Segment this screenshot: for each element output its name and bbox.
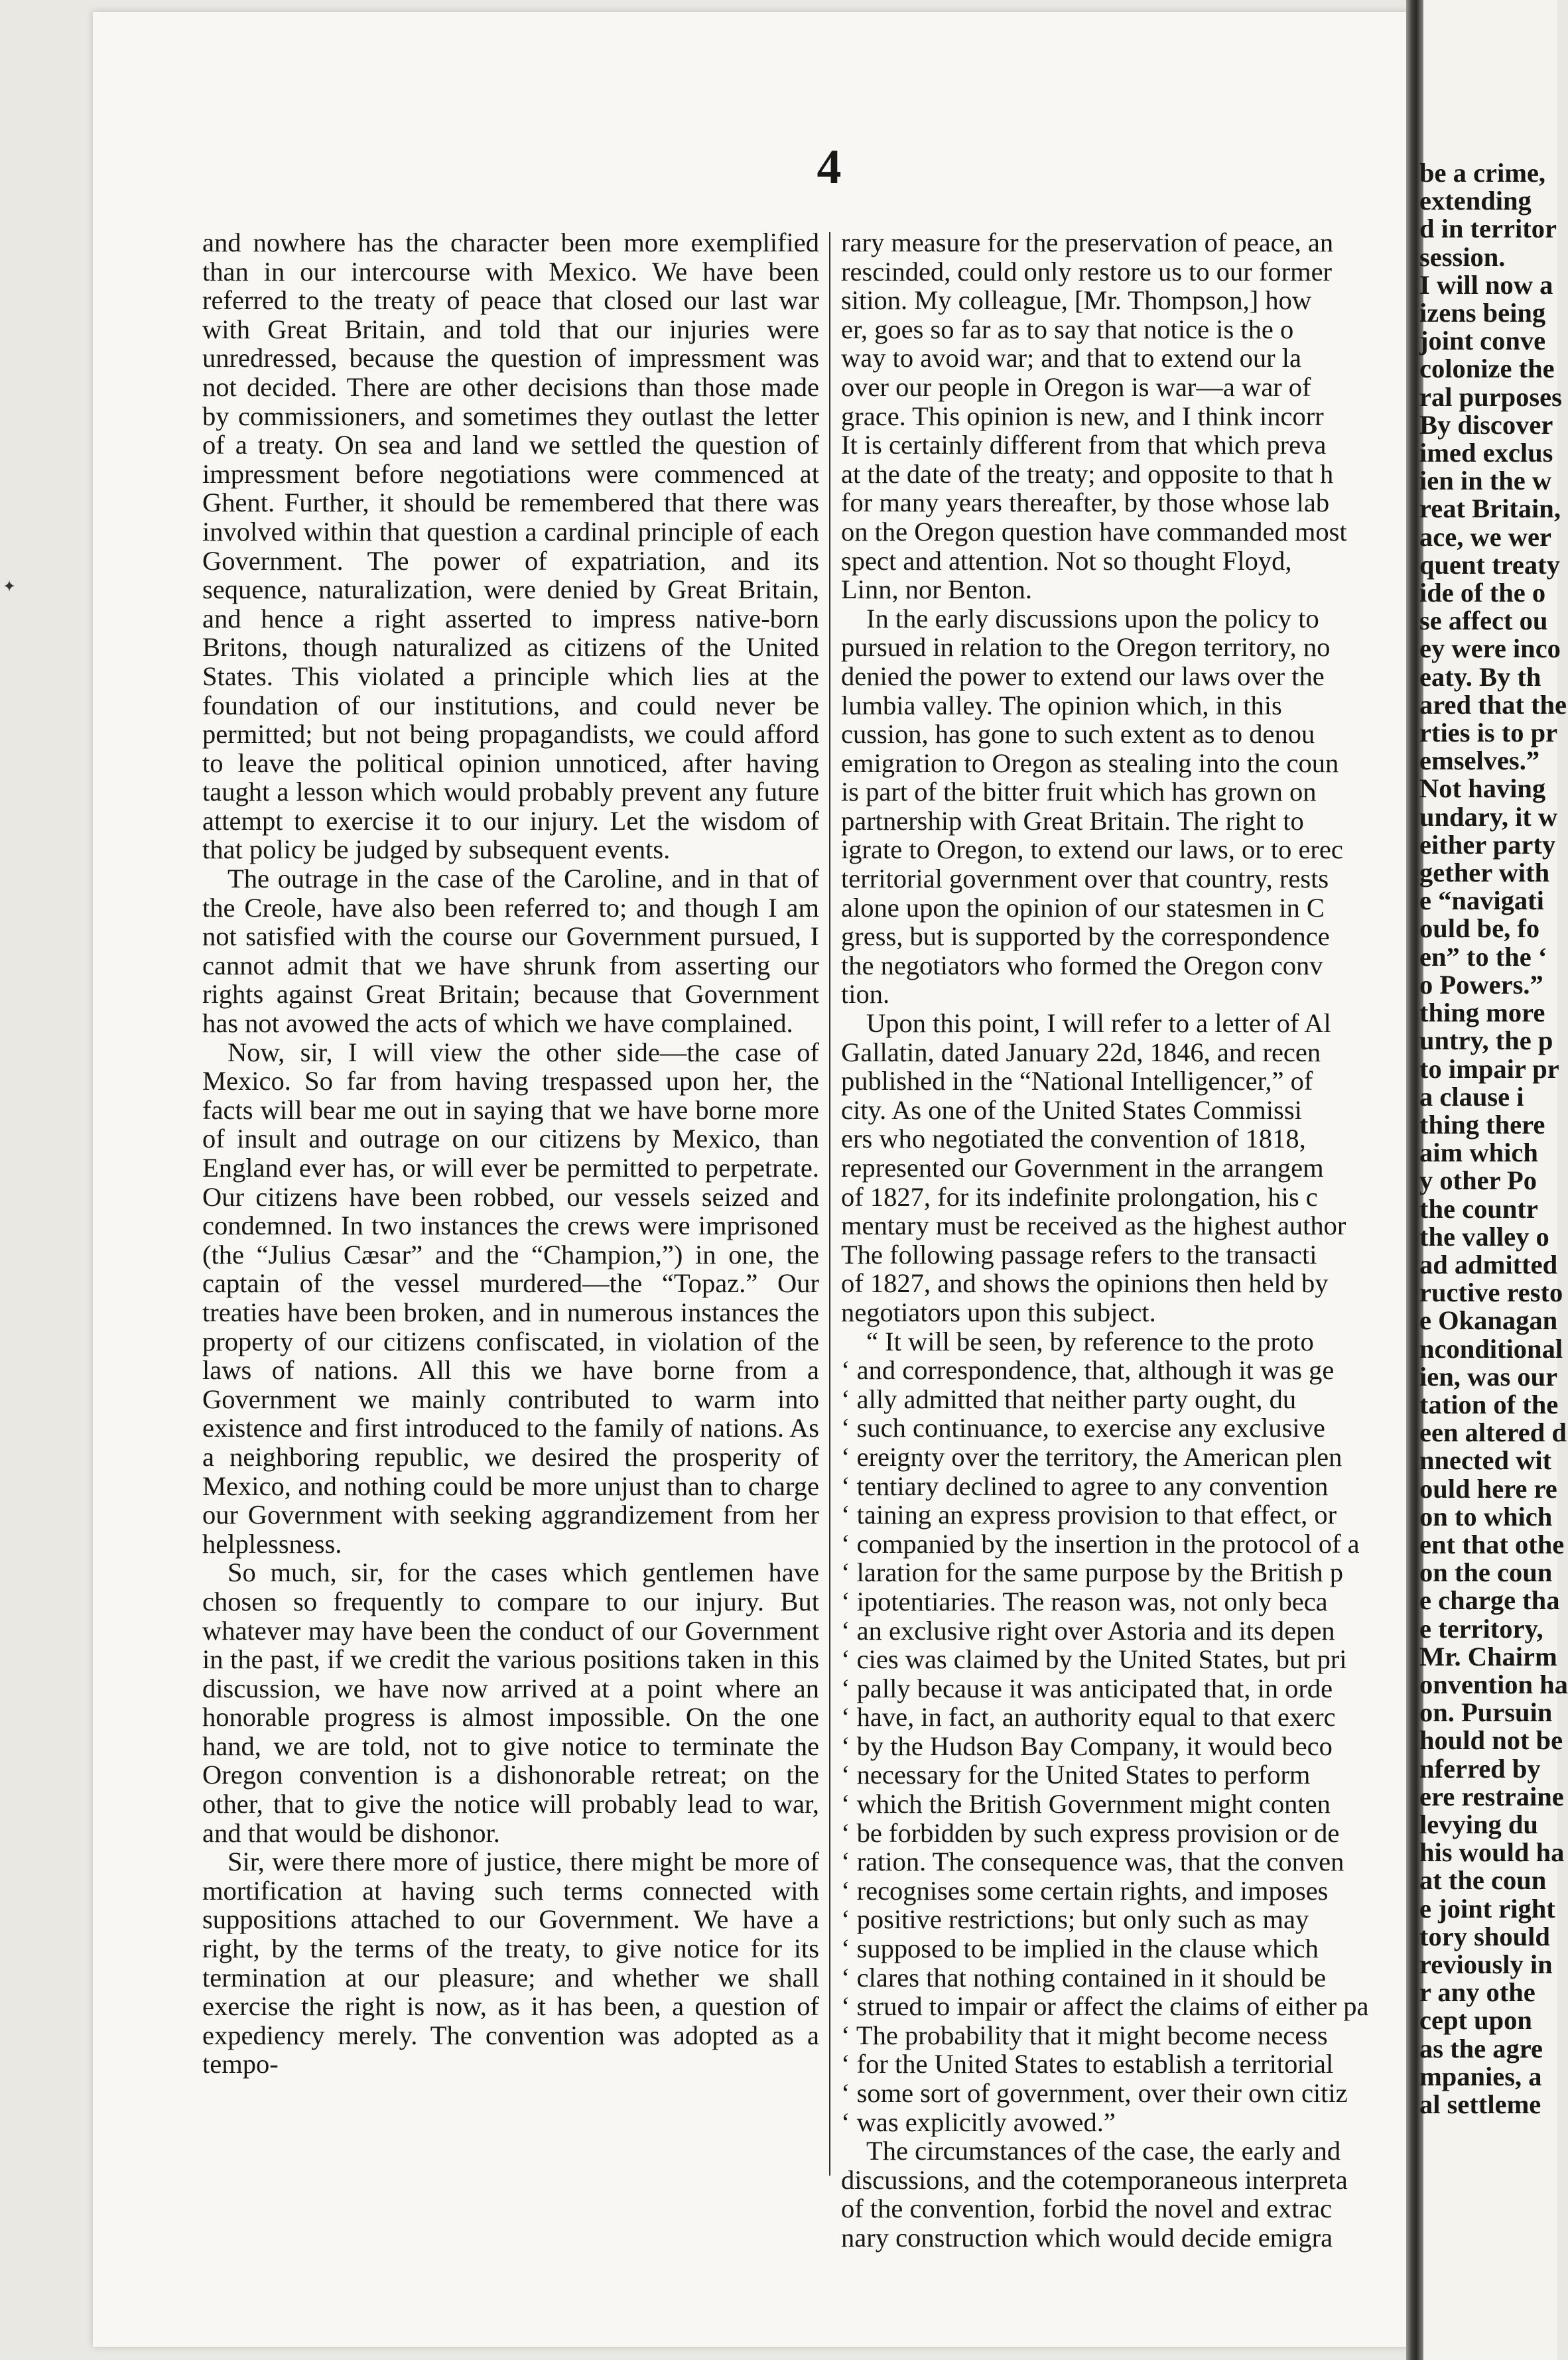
text-line: ‘ positive restrictions; but only such as may	[841, 1904, 1309, 1935]
text-line: alone upon the opinion of our statesmen in C	[841, 892, 1325, 923]
text-line: partnership with Great Britain. The right to	[841, 805, 1304, 836]
text-line: It is certainly different from that which preva	[841, 430, 1327, 460]
fragment-line: e joint right	[1419, 1893, 1555, 1924]
fragment-line: thing there	[1419, 1109, 1545, 1140]
text-line: way to avoid war; and that to extend our la	[841, 343, 1301, 373]
text-line: ‘ for the United States to establish a territorial	[841, 2049, 1334, 2079]
column-rule	[829, 232, 830, 2176]
text-line: ‘ such continuance, to exercise any exclusive	[841, 1413, 1325, 1443]
fragment-line: undary, it w	[1419, 801, 1558, 832]
text-line: discussions, and the cotemporaneous interpreta	[841, 2164, 1348, 2195]
fragment-line: ould be, fo	[1419, 913, 1540, 944]
text-line: spect and attention. Not so thought Floyd,	[841, 545, 1292, 576]
fragment-line: thing more	[1419, 998, 1545, 1028]
fragment-line: mpanies, a	[1419, 2061, 1542, 2091]
text-line: on the Oregon question have commanded most	[841, 516, 1347, 547]
text-line: The circumstances of the case, the early and	[866, 2136, 1341, 2166]
text-line: ‘ by the Hudson Bay Company, it would beco	[841, 1731, 1333, 1761]
text-line: ‘ companied by the insertion in the protocol of a	[841, 1528, 1360, 1559]
fragment-line: ent that othe	[1419, 1529, 1565, 1559]
fragment-line: ide of the o	[1419, 578, 1546, 608]
text-line: rary measure for the preservation of peace, an	[841, 228, 1334, 257]
text-line: tion.	[841, 979, 890, 1010]
fragment-line: Mr. Chairm	[1419, 1641, 1557, 1672]
fragment-line: e “navigati	[1419, 885, 1544, 916]
text-line: cussion, has gone to such extent as to denou	[841, 719, 1315, 750]
text-line: ‘ pally because it was anticipated that, in orde	[841, 1673, 1333, 1703]
text-line: ‘ clares that nothing contained in it should be	[841, 1962, 1327, 1993]
page-number: 4	[817, 140, 842, 194]
text-line: gress, but is supported by the correspondence	[841, 921, 1330, 952]
fragment-line: e charge tha	[1419, 1585, 1560, 1616]
fragment-line: onvention ha	[1419, 1669, 1568, 1699]
fragment-line: nferred by	[1419, 1753, 1541, 1784]
text-line: ‘ laration for the same purpose by the British p	[841, 1557, 1343, 1588]
fragment-line: cept upon	[1419, 2005, 1532, 2036]
text-line: ‘ be forbidden by such express provision or de	[841, 1817, 1340, 1848]
fragment-line: ien in the w	[1419, 466, 1552, 496]
text-line: ‘ recognises some certain rights, and imposes	[841, 1875, 1329, 1906]
fragment-line: I will now a	[1419, 269, 1553, 300]
fragment-line: a clause i	[1419, 1081, 1524, 1112]
fragment-line: ey were inco	[1419, 633, 1561, 664]
left-text-column	[202, 228, 819, 2192]
text-line: grace. This opinion is new, and I think incorr	[841, 401, 1324, 431]
text-line: published in the “National Intelligencer,” of	[841, 1066, 1313, 1096]
fragment-line: ould here re	[1419, 1473, 1557, 1504]
text-line: ers who negotiated the convention of 1818,	[841, 1124, 1306, 1154]
fragment-line: ral purposes	[1419, 381, 1562, 412]
text-line: rescinded, could only restore us to our former	[841, 256, 1333, 287]
fragment-line: e Okanagan	[1419, 1305, 1558, 1336]
fragment-line: ien, was our	[1419, 1361, 1558, 1392]
fragment-line: extending	[1419, 186, 1532, 216]
text-line: Gallatin, dated January 22d, 1846, and recen	[841, 1037, 1321, 1067]
fragment-line: eaty. By th	[1419, 661, 1541, 692]
fragment-line: reat Britain,	[1419, 493, 1561, 524]
fragment-line: r any othe	[1419, 1977, 1535, 2008]
text-line: er, goes so far as to say that notice is the o	[841, 314, 1294, 344]
fragment-line: tory should	[1419, 1921, 1550, 1951]
fragment-line: rties is to pr	[1419, 718, 1558, 748]
text-line: city. As one of the United States Commissi	[841, 1094, 1302, 1125]
fragment-line: session.	[1419, 241, 1506, 272]
text-line: In the early discussions upon the policy to	[866, 603, 1319, 633]
text-line: at the date of the treaty; and opposite to that h	[841, 458, 1334, 489]
fragment-line: levying du	[1419, 1809, 1538, 1839]
text-line: ‘ strued to impair or affect the claims of either pa	[841, 1991, 1369, 2022]
center-text-column	[841, 228, 1409, 2253]
fragment-line: e territory,	[1419, 1613, 1543, 1644]
fragment-line: quent treaty	[1419, 549, 1560, 580]
text-line: denied the power to extend our laws over the	[841, 661, 1325, 691]
text-line: ‘ The probability that it might become necess	[841, 2020, 1328, 2050]
fragment-line: se affect ou	[1419, 606, 1548, 636]
text-line: ‘ and correspondence, that, although it was ge	[841, 1355, 1335, 1386]
fragment-line: By discover	[1419, 409, 1553, 440]
fragment-line: at the coun	[1419, 1865, 1547, 1896]
fragment-line: y other Po	[1419, 1165, 1537, 1196]
fragment-line: ere restraine	[1419, 1781, 1564, 1811]
text-line: “ It will be seen, by reference to the proto	[866, 1326, 1314, 1356]
paragraph: Sir, were there more of justice, there might be more of mortification at having such terms connected with suppositions attached to our Government. We have a right, by the terms of the treaty, to give notice for its termination at our pleasure; and whether we shall exercise the right is now, as it has been, a question of expediency merely. The convention was adopted as a tempo-	[202, 1847, 819, 2079]
text-line: ‘ ipotentiaries. The reason was, not only beca	[841, 1586, 1328, 1616]
fragment-line: be a crime,	[1419, 158, 1546, 188]
fragment-line: aim which	[1419, 1138, 1538, 1168]
text-line: The following passage refers to the transacti	[841, 1239, 1317, 1270]
fragment-line: ared that the	[1419, 689, 1567, 720]
fragment-line: to impair pr	[1419, 1053, 1559, 1084]
paragraph: So much, sir, for the cases which gentlemen have chosen so frequently to compare to our injury. But whatever may have been the conduct of our Government in the past, if we credit the various positions taken in this discussion, we have now arrived at a point where an honorable progress is almost impossible. On the one hand, we are told, not to give notice to terminate the Oregon convention is a dishonorable retreat; on the other, that to give the notice will probably lead to war, and that would be dishonor.	[202, 1557, 819, 1848]
text-line: pursued in relation to the Oregon territory, no	[841, 632, 1331, 663]
text-line: ‘ supposed to be implied in the clause which	[841, 1934, 1319, 1964]
text-line: ‘ necessary for the United States to perform	[841, 1760, 1311, 1790]
fragment-line: the countr	[1419, 1193, 1538, 1224]
text-line: ‘ ration. The consequence was, that the conven	[841, 1847, 1344, 1877]
fragment-line: o Powers.”	[1419, 969, 1543, 1000]
fragment-line: hould not be	[1419, 1725, 1563, 1756]
margin-speck: ✦	[3, 578, 17, 596]
fragment-line: tation of the	[1419, 1389, 1559, 1419]
text-line: territorial government over that country, rests	[841, 864, 1329, 894]
text-line: for many years thereafter, by those whose lab	[841, 488, 1330, 518]
fragment-line: as the agre	[1419, 2033, 1543, 2064]
fragment-line: gether with	[1419, 858, 1550, 888]
text-line: ‘ taining an express provision to that effect, or	[841, 1500, 1337, 1530]
text-line: is part of the bitter fruit which has grown on	[841, 777, 1317, 807]
facing-page-fragment	[1419, 158, 1568, 2120]
fragment-line: either party	[1419, 829, 1556, 860]
text-line: ‘ some sort of government, over their own citiz	[841, 2078, 1348, 2108]
fragment-line: his would ha	[1419, 1837, 1565, 1868]
text-line: the negotiators who formed the Oregon conv	[841, 950, 1323, 980]
text-line: ‘ which the British Government might conten	[841, 1789, 1331, 1819]
text-line: ‘ ally admitted that neither party ought, du	[841, 1384, 1297, 1414]
fragment-line: en” to the ‘	[1419, 941, 1547, 972]
text-line: igrate to Oregon, to extend our laws, or to erec	[841, 834, 1343, 865]
text-line: ‘ ereignty over the territory, the American plen	[841, 1441, 1342, 1472]
text-line: of 1827, for its indefinite prolongation, his c	[841, 1181, 1318, 1212]
text-line: nary construction which would decide emigra	[841, 2222, 1333, 2253]
fragment-line: on to which	[1419, 1501, 1553, 1532]
text-line: of the convention, forbid the novel and extrac	[841, 2194, 1332, 2224]
text-line: ‘ tentiary declined to agree to any convention	[841, 1471, 1329, 1501]
text-line: Linn, nor Benton.	[841, 574, 1032, 605]
fragment-line: the valley o	[1419, 1221, 1549, 1252]
text-line: emigration to Oregon as stealing into the coun	[841, 748, 1339, 778]
text-line: over our people in Oregon is war—a war of	[841, 371, 1311, 402]
fragment-line: joint conve	[1419, 326, 1546, 356]
fragment-line: Not having	[1419, 773, 1546, 804]
fragment-line: ace, we wer	[1419, 521, 1551, 552]
fragment-line: on the coun	[1419, 1557, 1553, 1588]
fragment-line: ad admitted	[1419, 1249, 1558, 1279]
paragraph: The outrage in the case of the Caroline, and in that of the Creole, have also been referred to; and though I am not satisfied with the course our Government pursued, I cannot admit that we have shrunk from asserting our rights against Great Britain; because that Government has not avowed the acts of which we have complained.	[202, 864, 819, 1039]
text-line: ‘ was explicitly avowed.”	[841, 2107, 1116, 2137]
fragment-line: imed exclus	[1419, 438, 1553, 468]
fragment-line: reviously in	[1419, 1949, 1553, 1979]
text-line: sition. My colleague, [Mr. Thompson,] how	[841, 285, 1312, 316]
fragment-line: untry, the p	[1419, 1025, 1553, 1056]
paragraph: and nowhere has the character been more exemplified than in our intercourse with Mexico. We have been referred to the treaty of peace that closed our last war with Great Britain, and told that our injuries were unredressed, because the question of impressment was not decided. There are other decisions than those made by commissioners, and sometimes they outlast the letter of a treaty. On sea and land we settled the question of impressment before negotiations were commenced at Ghent. Further, it should be remembered that there was involved within that question a cardinal principle of each Government. The power of expatriation, and its sequence, naturalization, were denied by Great Britain, and hence a right asserted to impress native-born Britons, though naturalized as citizens of the United States. This violated a principle which lies at the foundation of our institutions, and could never be permitted; but not being propagandists, we could afford to leave the political opinion unnoticed, after having taught a lesson which would probably prevent any future attempt to exercise it to our injury. Let the wisdom of that policy be judged by subsequent events.	[202, 228, 819, 865]
text-line: of 1827, and shows the opinions then held by	[841, 1268, 1329, 1299]
text-line: lumbia valley. The opinion which, in this	[841, 690, 1282, 720]
fragment-line: ructive resto	[1419, 1278, 1563, 1308]
paragraph: Now, sir, I will view the other side—the case of Mexico. So far from having trespassed upon her, the facts will bear me out in saying that we have borne more of insult and outrage on our citizens by Mexico, than England ever has, or will ever be permitted to perpetrate. Our citizens have been robbed, our vessels seized and condemned. In two instances the crews were imprisoned (the “Julius Cæsar” and the “Champion,”) in one, the captain of the vessel murdered—the “Topaz.” Our treaties have been broken, and in numerous instances the property of our citizens confiscated, in violation of the laws of nations. All this we have borne from a Government we mainly contributed to warm into existence and first introduced to the family of nations. As a neighboring republic, we desired the prosperity of Mexico, and nothing could be more unjust than to charge our Government with seeking aggrandizement from her helplessness.	[202, 1037, 819, 1559]
fragment-line: al settleme	[1419, 2089, 1541, 2120]
fragment-line: on. Pursuin	[1419, 1697, 1553, 1728]
fragment-line: emselves.”	[1419, 746, 1540, 776]
fragment-line: d in territor	[1419, 214, 1557, 244]
text-line: negotiators upon this subject.	[841, 1297, 1156, 1327]
text-line: mentary must be received as the highest author	[841, 1211, 1346, 1241]
fragment-line: colonize the	[1419, 354, 1555, 384]
fragment-line: nconditional	[1419, 1333, 1563, 1364]
fragment-line: nnected wit	[1419, 1445, 1552, 1476]
fragment-line: izens being	[1419, 298, 1546, 328]
text-line: ‘ have, in fact, an authority equal to that exerc	[841, 1702, 1336, 1733]
fragment-line: een altered d	[1419, 1417, 1567, 1448]
text-line: ‘ cies was claimed by the United States, but pri	[841, 1644, 1347, 1675]
text-line: ‘ an exclusive right over Astoria and its depen	[841, 1615, 1335, 1646]
text-line: Upon this point, I will refer to a letter of Al	[866, 1008, 1331, 1039]
text-line: represented our Government in the arrangem	[841, 1153, 1324, 1183]
